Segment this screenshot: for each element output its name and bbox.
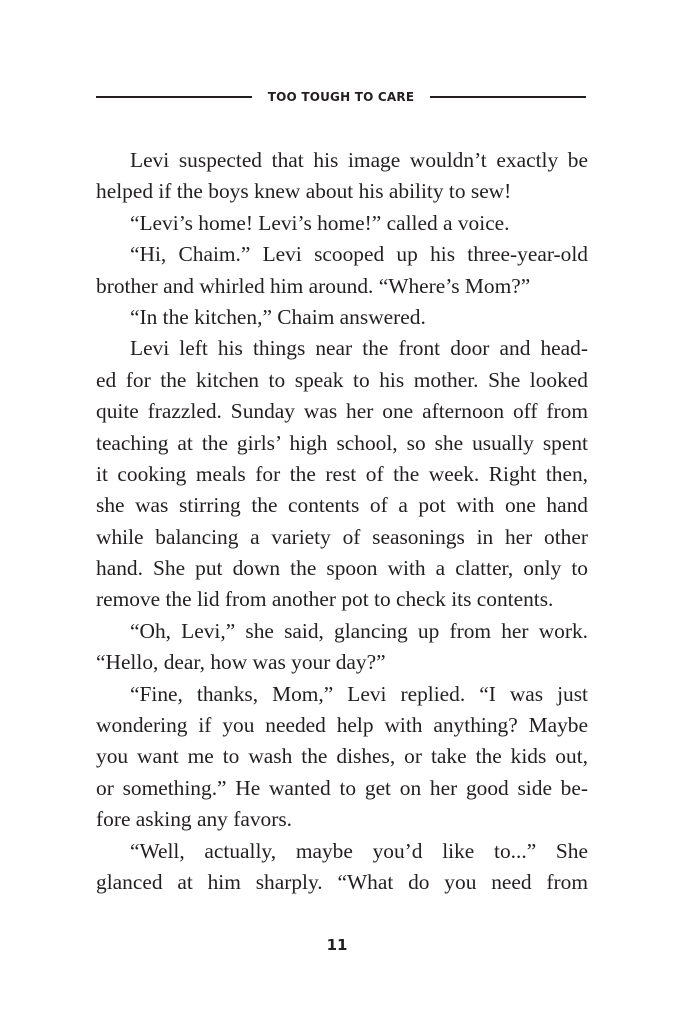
text-line: “Hello, dear, how was your day?”	[96, 650, 386, 675]
text-line: wondering if you needed help with anything? Maybe	[96, 713, 588, 738]
text-line: “Levi’s home! Levi’s home!” called a voice.	[130, 210, 510, 235]
text-line: “Hi, Chaim.” Levi scooped up his three-year-old	[130, 242, 588, 267]
text-line: she was stirring the contents of a pot with one hand	[96, 493, 588, 518]
header-rule-left	[96, 96, 252, 98]
text-line: “Oh, Levi,” she said, glancing up from her work.	[130, 618, 588, 643]
text-line: glanced at him sharply. “What do you need from	[96, 869, 588, 894]
text-line: brother and whirled him around. “Where’s Mom?”	[96, 273, 531, 298]
text-line: “Well, actually, maybe you’d like to...” She	[130, 838, 588, 863]
running-header-title: TOO TOUGH TO CARE	[267, 90, 415, 104]
text-line: helped if the boys knew about his ability to sew!	[96, 179, 512, 204]
text-line: hand. She put down the spoon with a clatter, only to	[96, 556, 588, 581]
header-rule-right	[430, 96, 586, 98]
text-line: teaching at the girls’ high school, so she usually spent	[96, 430, 588, 455]
text-line: “In the kitchen,” Chaim answered.	[130, 304, 426, 329]
text-line: while balancing a variety of seasonings in her other	[96, 524, 588, 549]
text-line: you want me to wash the dishes, or take the kids out,	[96, 744, 588, 769]
text-line: quite frazzled. Sunday was her one afternoon off from	[96, 399, 588, 424]
text-line: Levi left his things near the front door and head-	[130, 336, 588, 361]
text-line: it cooking meals for the rest of the week. Right then,	[96, 461, 588, 486]
text-line: ed for the kitchen to speak to his mother. She looked	[96, 367, 588, 392]
body-text	[96, 145, 588, 898]
text-line: “Fine, thanks, Mom,” Levi replied. “I was just	[130, 681, 588, 706]
running-header	[96, 86, 586, 108]
text-line: remove the lid from another pot to check its contents.	[96, 587, 554, 612]
text-line: Levi suspected that his image wouldn’t exactly be	[130, 148, 588, 172]
text-line: fore asking any favors.	[96, 807, 293, 832]
page-number: 11	[326, 936, 348, 954]
text-line: or something.” He wanted to get on her good side be-	[96, 775, 588, 800]
